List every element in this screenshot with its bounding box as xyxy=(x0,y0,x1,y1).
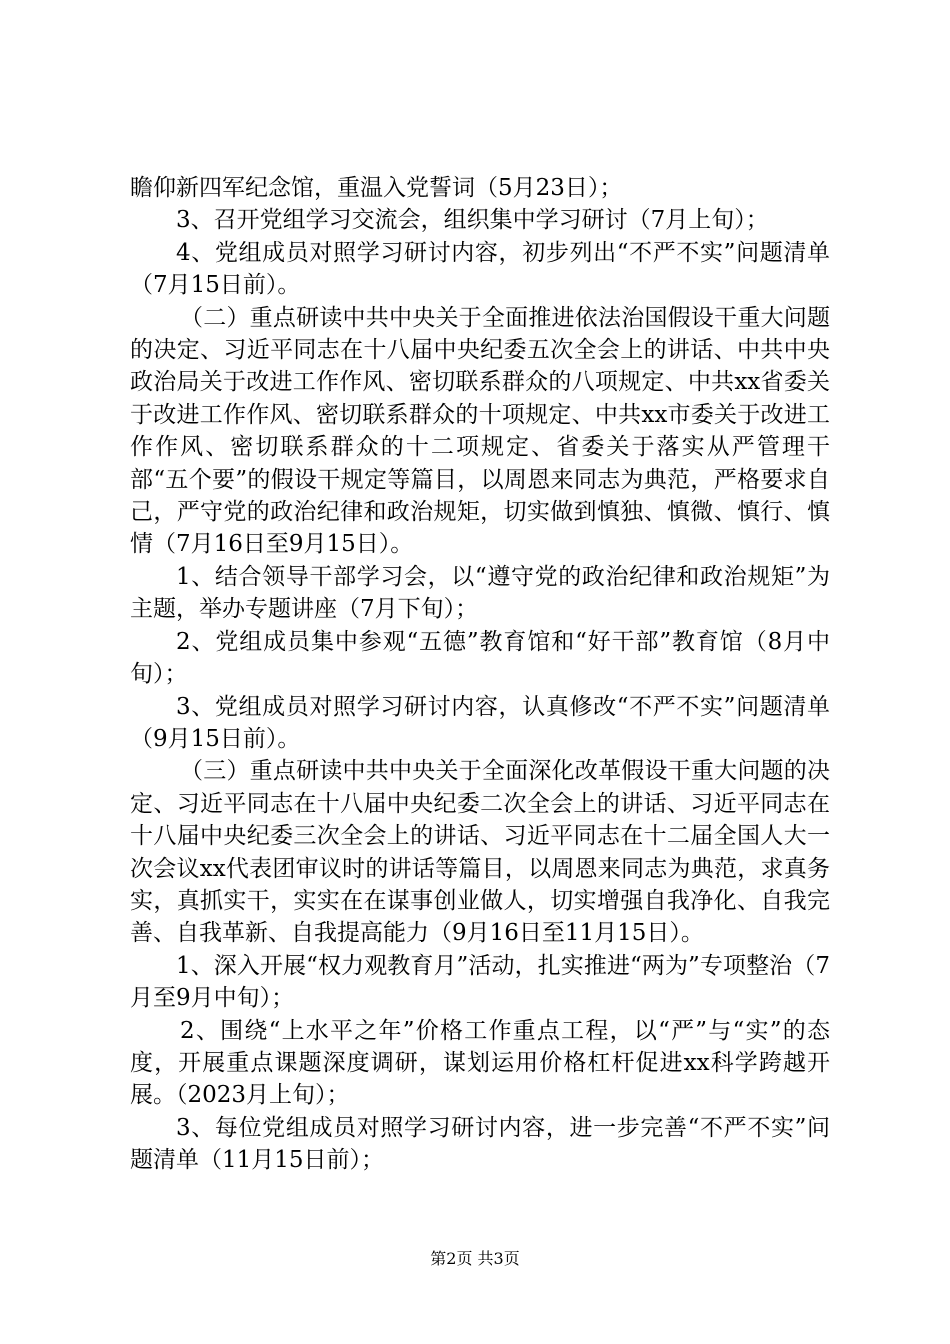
paragraph-10: 2、围绕“上水平之年”价格工作重点工程，以“严”与“实”的态度，开展重点课题深度调研，谋划运用价格杠杆促进xx科学跨越开展。（2023月上旬）； xyxy=(130,1017,830,1109)
paragraph-1: 瞻仰新四军纪念馆，重温入党誓词（5月23日）； xyxy=(130,175,623,201)
page-number-label: 第2页 共3页 xyxy=(430,1249,520,1268)
document-body xyxy=(130,172,830,1177)
paragraph-4: （二）重点研读中共中央关于全面推进依法治国假设干重大问题的决定、习近平同志在十八届中央纪委五次全会上的讲话、中共中央政治局关于改进工作作风、密切联系群众的八项规定、中共xx省委关于改进工作作风、密切联系群众的十项规定、中共xx市委关于改进工作作风、密切联系群众的十二项规定、省委关于落实从严管理干部“五个要”的假设干规定等篇目，以周恩来同志为典范，严格要求自己，严守党的政治纪律和政治规矩，切实做到慎独、慎微、慎行、慎情（7月16日至9月15日）。 xyxy=(130,304,830,558)
paragraph-3: 4、党组成员对照学习研讨内容，初步列出“不严不实”问题清单（7月15日前）。 xyxy=(130,239,830,299)
paragraph-5: 1、结合领导干部学习会，以“遵守党的政治纪律和政治规矩”为主题，举办专题讲座（7月下旬）； xyxy=(130,563,830,623)
page-footer xyxy=(0,1246,950,1269)
paragraph-2: 3、召开党组学习交流会，组织集中学习研讨（7月上旬）； xyxy=(176,207,769,234)
paragraph-11: 3、每位党组成员对照学习研讨内容，进一步完善“不严不实”问题清单（11月15日前）； xyxy=(130,1114,830,1174)
paragraph-9: 1、深入开展“权力观教育月”活动，扎实推进“两为”专项整治（7月至9月中旬）； xyxy=(130,952,830,1012)
paragraph-7: 3、党组成员对照学习研讨内容，认真修改“不严不实”问题清单（9月15日前）。 xyxy=(130,693,830,752)
paragraph-8: （三）重点研读中共中央关于全面深化改革假设干重大问题的决定、习近平同志在十八届中央纪委二次全会上的讲话、习近平同志在十八届中央纪委三次全会上的讲话、习近平同志在十二届全国人大一次会议xx代表团审议时的讲话等篇目，以周恩来同志为典范，求真务实，真抓实干，实实在在谋事创业做人，切实增强自我净化、自我完善、自我革新、自我提高能力（9月16日至11月15日）。 xyxy=(130,758,830,947)
paragraph-6: 2、党组成员集中参观“五德”教育馆和“好干部”教育馆（8月中旬）； xyxy=(130,628,830,688)
